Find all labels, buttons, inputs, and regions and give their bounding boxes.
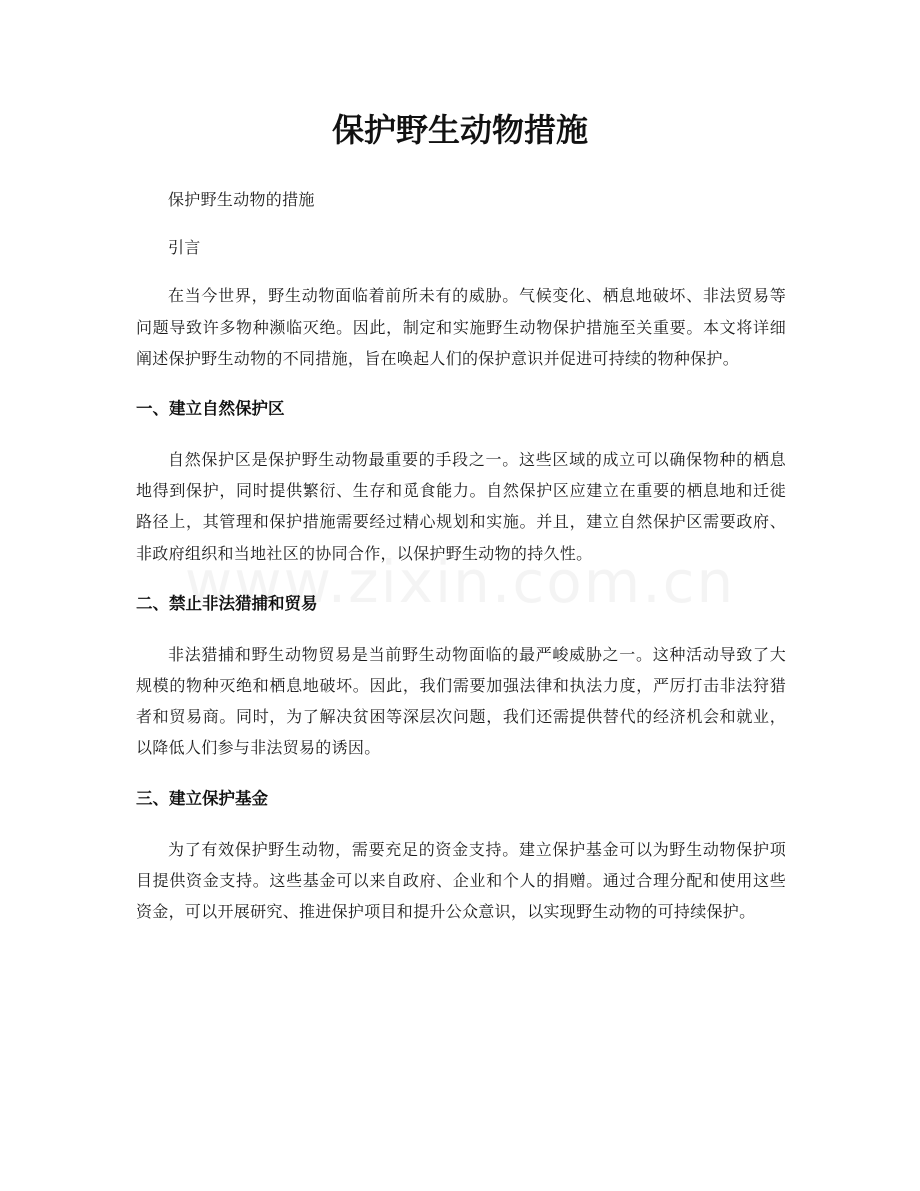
intro-label: 引言 xyxy=(168,238,201,258)
section-body-1: 自然保护区是保护野生动物最重要的手段之一。这些区域的成立可以确保物种的栖息地得到保护，同时提供繁衍、生存和觅食能力。自然保护区应建立在重要的栖息地和迁徙路径上，其管理和保护措施需要经过精心规划和实施。并且，建立自然保护区需要政府、非政府组织和当地社区的协同合作，以保护野生动物的持久性。 xyxy=(136,450,786,563)
document-body xyxy=(136,184,786,927)
section-body-2: 非法猎捕和野生动物贸易是当前野生动物面临的最严峻威胁之一。这种活动导致了大规模的物种灭绝和栖息地破坏。因此，我们需要加强法律和执法力度，严厉打击非法狩猎者和贸易商。同时，为了解决贫困等深层次问题，我们还需提供替代的经济机会和就业，以降低人们参与非法贸易的诱因。 xyxy=(136,644,786,758)
subtitle-paragraph: 保护野生动物的措施 xyxy=(168,190,315,209)
section-heading-3: 三、建立保护基金 xyxy=(136,788,268,808)
section-heading-2: 二、禁止非法猎捕和贸易 xyxy=(136,593,318,613)
page-title: 保护野生动物措施 xyxy=(331,111,588,149)
intro-paragraph: 在当今世界，野生动物面临着前所未有的威胁。气候变化、栖息地破坏、非法贸易等问题导致许多物种濒临灭绝。因此，制定和实施野生动物保护措施至关重要。本文将详细阐述保护野生动物的不同措施，旨在唤起人们的保护意识并促进可持续的物种保护。 xyxy=(136,286,786,368)
section-heading-1: 一、建立自然保护区 xyxy=(136,399,285,419)
section-body-3: 为了有效保护野生动物，需要充足的资金支持。建立保护基金可以为野生动物保护项目提供资金支持。这些基金可以来自政府、企业和个人的捐赠。通过合理分配和使用这些资金，可以开展研究、推进保护项目和提升公众意识，以实现野生动物的可持续保护。 xyxy=(136,839,786,922)
